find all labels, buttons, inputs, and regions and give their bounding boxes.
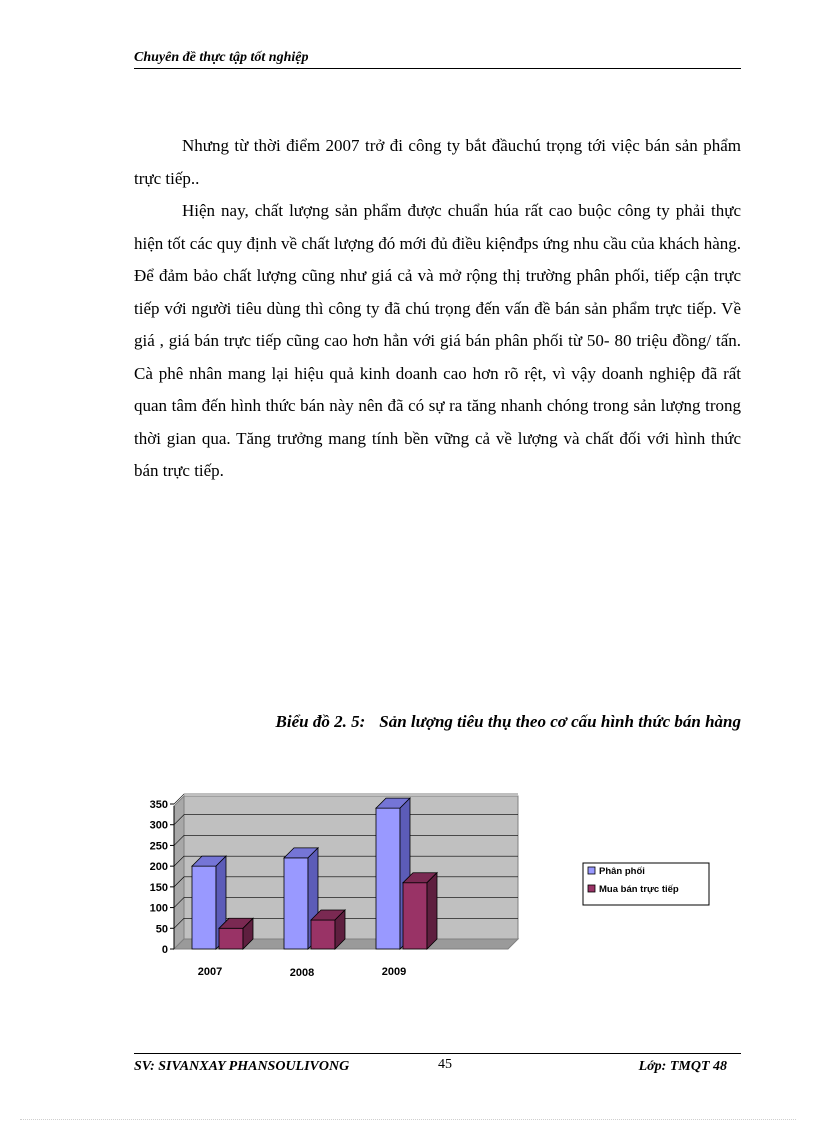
y-tick-label: 300 [149, 819, 168, 832]
header-title: Chuyên đề thực tập tốt nghiệp [134, 50, 309, 65]
bar-mua-ban-truc-tiep-2008 [311, 920, 335, 949]
page-footer [134, 1053, 741, 1081]
y-tick-label: 200 [149, 861, 168, 874]
paragraph-2: Hiện nay, chất lượng sản phẩm được chuẩn húa rất cao buộc công ty phải thực hiện tốt các quy định về chất lượng đó mới đủ điều kiệnđps ứng nhu cầu của khách hàng. Để đảm bảo chất lượng cũng như giá cả và mở rộng thị trường phân phối, tiếp cận trực tiếp với người tiêu dùng thì công ty đã chú trọng đến vấn đề bán sản phẩm trực tiếp. Về giá , giá bán trực tiếp cũng cao hơn hẳn với giá bán phân phối từ 50- 80 triệu đồng/ tấn. Cà phê nhân mang lại hiệu quả kinh doanh cao hơn rõ rệt, vì vậy doanh nghiệp đã rất quan tâm đến hình thức bán này nên đã có sự ra tăng nhanh chóng trong sản lượng trong thời gian qua. Tăng trưởng mang tính bền vững cả về lượng và chất đối với hình thức bán trực tiếp. [134, 201, 741, 480]
footer-student: SV: SIVANXAY PHANSOULIVONG [134, 1059, 350, 1074]
legend-label-0: Phân phối [599, 866, 645, 877]
caption-label: Biểu đồ 2. 5: [275, 712, 366, 731]
y-tick-label: 100 [149, 902, 168, 915]
footer-class: Lớp: TMQT 48 [638, 1059, 727, 1074]
bottom-divider [20, 1119, 796, 1120]
chart-side-wall [174, 796, 184, 949]
page-number: 45 [438, 1057, 452, 1072]
bar-phan-phoi-2007 [192, 866, 216, 949]
bar-phan-phoi-2009 [376, 808, 400, 949]
caption-title: Sản lượng tiêu thụ theo cơ cấu hình thức bán hàng [379, 712, 741, 731]
chart-back-wall [184, 796, 518, 939]
paragraph-1: Nhưng từ thời điểm 2007 trở đi công ty bắt đầuchú trọng tới việc bán sản phẩm trực tiếp.. [134, 136, 741, 188]
chart-caption [134, 712, 741, 732]
bar-side-2009 [427, 873, 437, 949]
y-tick-label: 150 [149, 881, 168, 894]
y-tick-label: 250 [149, 840, 168, 853]
legend-swatch-1 [588, 885, 595, 892]
body-text [134, 130, 741, 488]
y-tick-label: 0 [161, 944, 168, 956]
page-header [134, 50, 741, 69]
bar-phan-phoi-2008 [284, 858, 308, 949]
x-tick-label-2009: 2009 [381, 966, 407, 978]
y-tick-label: 350 [149, 799, 168, 811]
x-tick-label-2007: 2007 [197, 966, 223, 978]
legend-label-1: Mua bán trực tiếp [599, 884, 679, 895]
x-tick-label-2008: 2008 [289, 967, 315, 979]
bar-chart [140, 790, 720, 990]
y-tick-label: 50 [155, 923, 168, 936]
legend-swatch-0 [588, 867, 595, 874]
bar-mua-ban-truc-tiep-2009 [403, 883, 427, 949]
bar-mua-ban-truc-tiep-2007 [219, 928, 243, 949]
